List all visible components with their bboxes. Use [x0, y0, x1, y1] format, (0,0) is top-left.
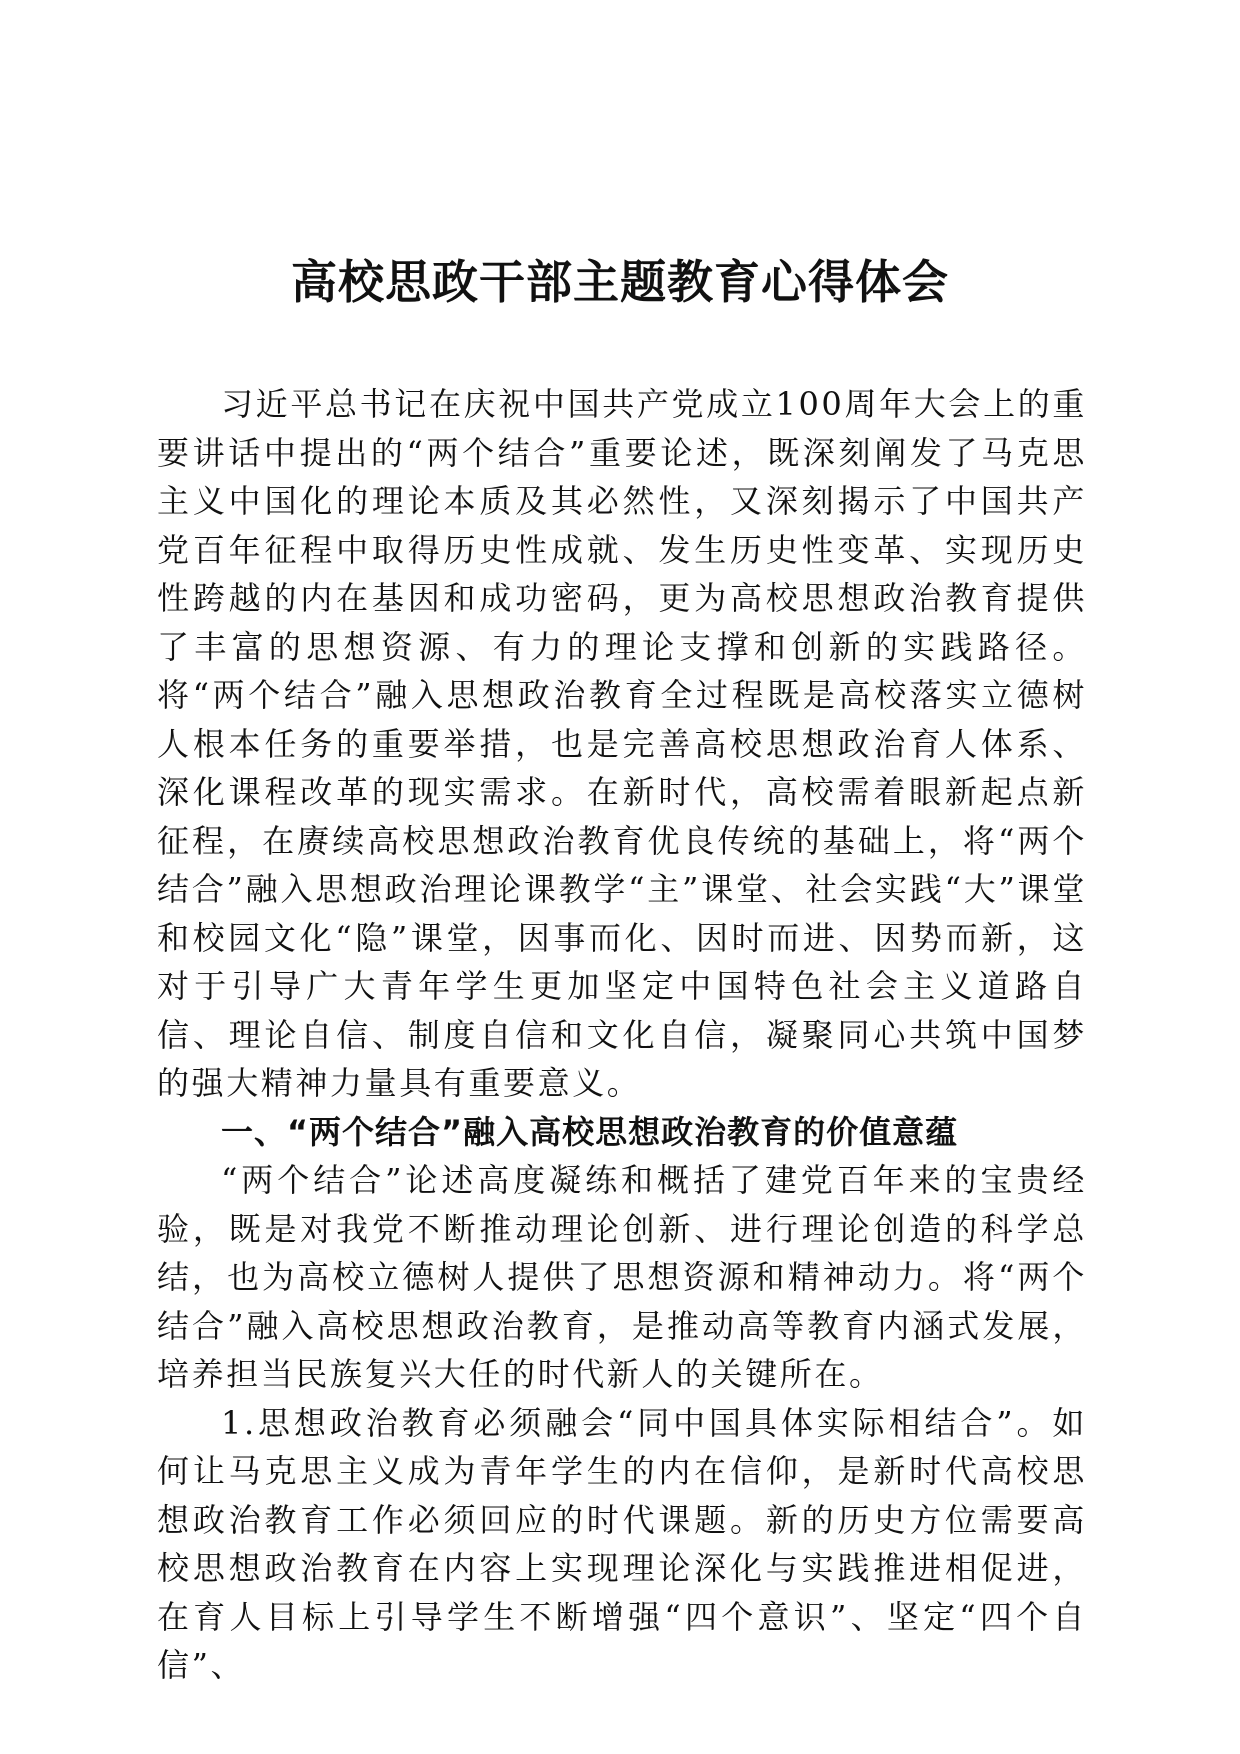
document-title: 高校思政干部主题教育心得体会 — [291, 255, 949, 309]
document-body — [157, 380, 1087, 1690]
subsection-1-paragraph: 1.思想政治教育必须融会“同中国具体实际相结合”。如何让马克思主义成为青年学生的内在信仰，是新时代高校思想政治教育工作必须回应的时代课题。新的历史方位需要高校思想政治教育在内容上实现理论深化与实践推进相促进，在育人目标上引导学生不断增强“四个意识”、坚定“四个自信”、 — [157, 1403, 1087, 1684]
section-heading-1: 一、“两个结合”融入高校思想政治教育的价值意蕴 — [221, 1112, 959, 1151]
intro-paragraph: 习近平总书记在庆祝中国共产党成立100周年大会上的重要讲话中提出的“两个结合”重要论述，既深刻阐发了马克思主义中国化的理论本质及其必然性，又深刻揭示了中国共产党百年征程中取得历史性成就、发生历史性变革、实现历史性跨越的内在基因和成功密码，更为高校思想政治教育提供了丰富的思想资源、有力的理论支撑和创新的实践路径。将“两个结合”融入思想政治教育全过程既是高校落实立德树人根本任务的重要举措，也是完善高校思想政治育人体系、深化课程改革的现实需求。在新时代，高校需着眼新起点新征程，在赓续高校思想政治教育优良传统的基础上，将“两个结合”融入思想政治理论课教学“主”课堂、社会实践“大”课堂和校园文化“隐”课堂，因事而化、因时而进、因势而新，这对于引导广大青年学生更加坚定中国特色社会主义道路自信、理论自信、制度自信和文化自信，凝聚同心共筑中国梦的强大精神力量具有重要意义。 — [157, 385, 1087, 1102]
section-1-paragraph: “两个结合”论述高度凝练和概括了建党百年来的宝贵经验，既是对我党不断推动理论创新、进行理论创造的科学总结，也为高校立德树人提供了思想资源和精神动力。将“两个结合”融入高校思想政治教育，是推动高等教育内涵式发展，培养担当民族复兴大任的时代新人的关键所在。 — [157, 1161, 1087, 1393]
